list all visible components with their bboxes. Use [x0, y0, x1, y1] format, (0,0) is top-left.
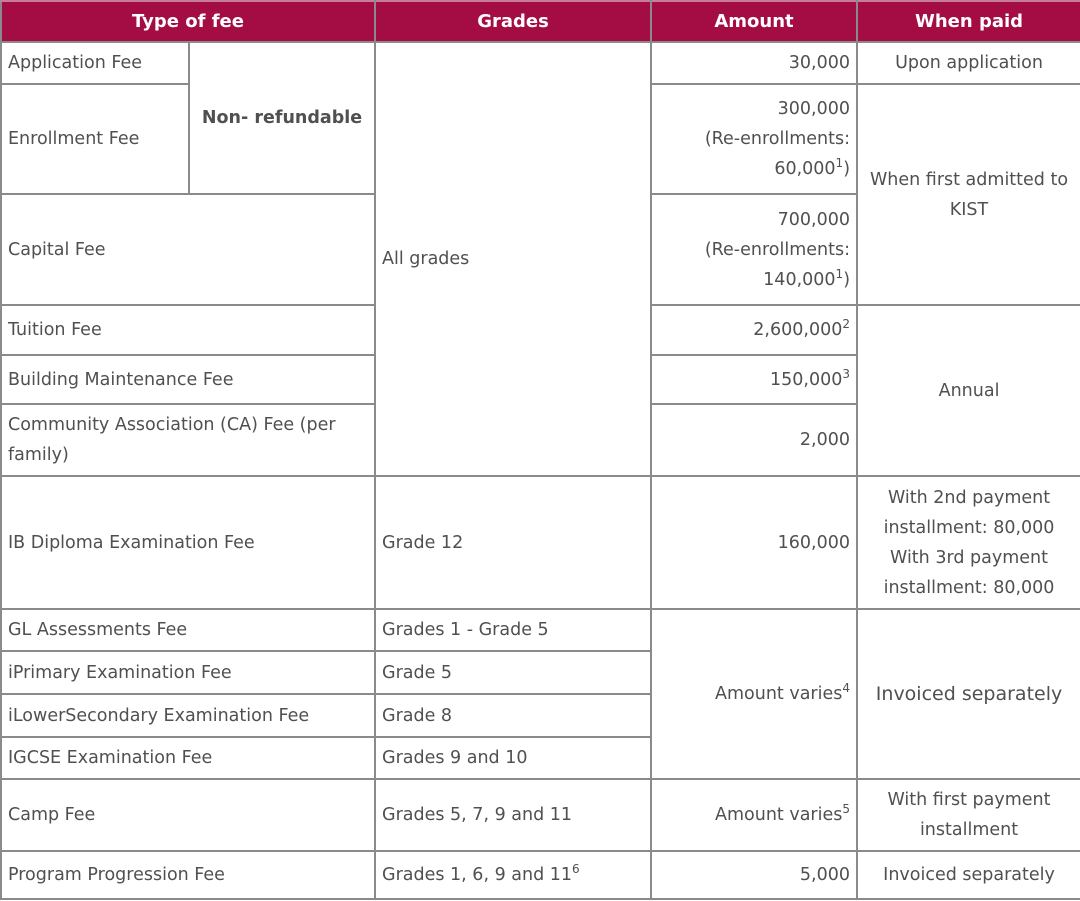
table-row-camp-fee: [1, 779, 1080, 851]
grades-progression-text: Grades 1, 6, 9 and 11: [382, 865, 573, 885]
reenroll-amount: 60,000: [774, 159, 836, 179]
fee-type-enrollment: Enrollment Fee: [1, 84, 189, 194]
grades-progression: [375, 851, 651, 899]
amount-application: 30,000: [651, 42, 857, 84]
amount-exams: [651, 609, 857, 779]
footnote-ref: 5: [842, 802, 851, 816]
footnote-ref: 1: [835, 266, 844, 281]
amount-camp: [651, 779, 857, 851]
when-camp: With first payment installment: [857, 779, 1080, 851]
close-paren: ): [843, 159, 851, 179]
fee-type-camp: Camp Fee: [1, 779, 375, 851]
amount-ib: 160,000: [651, 476, 857, 609]
footnote-ref: 2: [842, 317, 851, 331]
grades-gl: Grades 1 - Grade 5: [375, 609, 651, 651]
grades-all-grades: All grades: [375, 42, 651, 476]
table-row-ib-diploma-fee: [1, 476, 1080, 609]
grades-igcse: Grades 9 and 10: [375, 737, 651, 779]
fee-type-capital: Capital Fee: [1, 194, 375, 305]
amount-tuition: [651, 305, 857, 355]
when-progression: Invoiced separately: [857, 851, 1080, 899]
table-row-application-fee: [1, 42, 1080, 84]
when-ib: [857, 476, 1080, 609]
header-when-paid: When paid: [857, 1, 1080, 42]
when-application: Upon application: [857, 42, 1080, 84]
fee-type-community: Community Association (CA) Fee (per family): [1, 404, 375, 476]
fee-type-building: Building Maintenance Fee: [1, 355, 375, 404]
amount-enrollment-reenroll-value: [658, 154, 850, 184]
fee-type-tuition: Tuition Fee: [1, 305, 375, 355]
fee-type-igcse: IGCSE Examination Fee: [1, 737, 375, 779]
amount-building: [651, 355, 857, 404]
when-annual: Annual: [857, 305, 1080, 476]
table-row-program-progression-fee: [1, 851, 1080, 899]
amount-capital-reenroll-value: [658, 265, 850, 295]
grades-iprimary: Grade 5: [375, 651, 651, 694]
footnote-ref: 3: [842, 366, 851, 381]
amount-tuition-value: 2,600,000: [753, 320, 843, 340]
close-paren: ): [843, 269, 851, 290]
when-exams: Invoiced separately: [857, 609, 1080, 779]
amount-capital-reenroll-label: (Re-enrollments:: [704, 239, 851, 260]
grades-camp: Grades 5, 7, 9 and 11: [375, 779, 651, 851]
fee-type-gl: GL Assessments Fee: [1, 609, 375, 651]
amount-capital: [651, 194, 857, 305]
amount-building-value: 150,000: [770, 369, 843, 390]
when-ib-third: With 3rd payment installment: 80,000: [883, 547, 1055, 598]
header-amount: Amount: [651, 1, 857, 42]
footnote-ref: 6: [572, 862, 580, 876]
header-row: [1, 1, 1080, 42]
fee-type-ib: IB Diploma Examination Fee: [1, 476, 375, 609]
reenroll-amount: 140,000: [763, 269, 836, 290]
grades-ilowersecondary: Grade 8: [375, 694, 651, 737]
fee-type-progression: Program Progression Fee: [1, 851, 375, 899]
amount-community: 2,000: [651, 404, 857, 476]
footnote-ref: 4: [842, 681, 851, 695]
fee-type-ilowersecondary: iLowerSecondary Examination Fee: [1, 694, 375, 737]
when-first-admitted: When first admitted to KIST: [857, 84, 1080, 305]
fee-type-iprimary: iPrimary Examination Fee: [1, 651, 375, 694]
header-grades: Grades: [375, 1, 651, 42]
amount-enrollment-reenroll-label: (Re-enrollments:: [704, 129, 851, 149]
fee-type-application: Application Fee: [1, 42, 189, 84]
header-type-of-fee: Type of fee: [1, 1, 375, 42]
amount-progression: 5,000: [651, 851, 857, 899]
amount-enrollment: [651, 84, 857, 194]
amount-camp-text: Amount varies: [715, 805, 843, 825]
footnote-ref: 1: [835, 156, 844, 170]
table-row-gl-assessments-fee: [1, 609, 1080, 651]
amount-capital-value: 700,000: [777, 209, 851, 230]
amount-enrollment-value: 300,000: [777, 99, 851, 119]
grades-ib: Grade 12: [375, 476, 651, 609]
when-ib-second: With 2nd payment installment: 80,000: [883, 487, 1055, 538]
amount-exams-text: Amount varies: [715, 684, 843, 704]
non-refundable-label: Non- refundable: [189, 42, 375, 194]
